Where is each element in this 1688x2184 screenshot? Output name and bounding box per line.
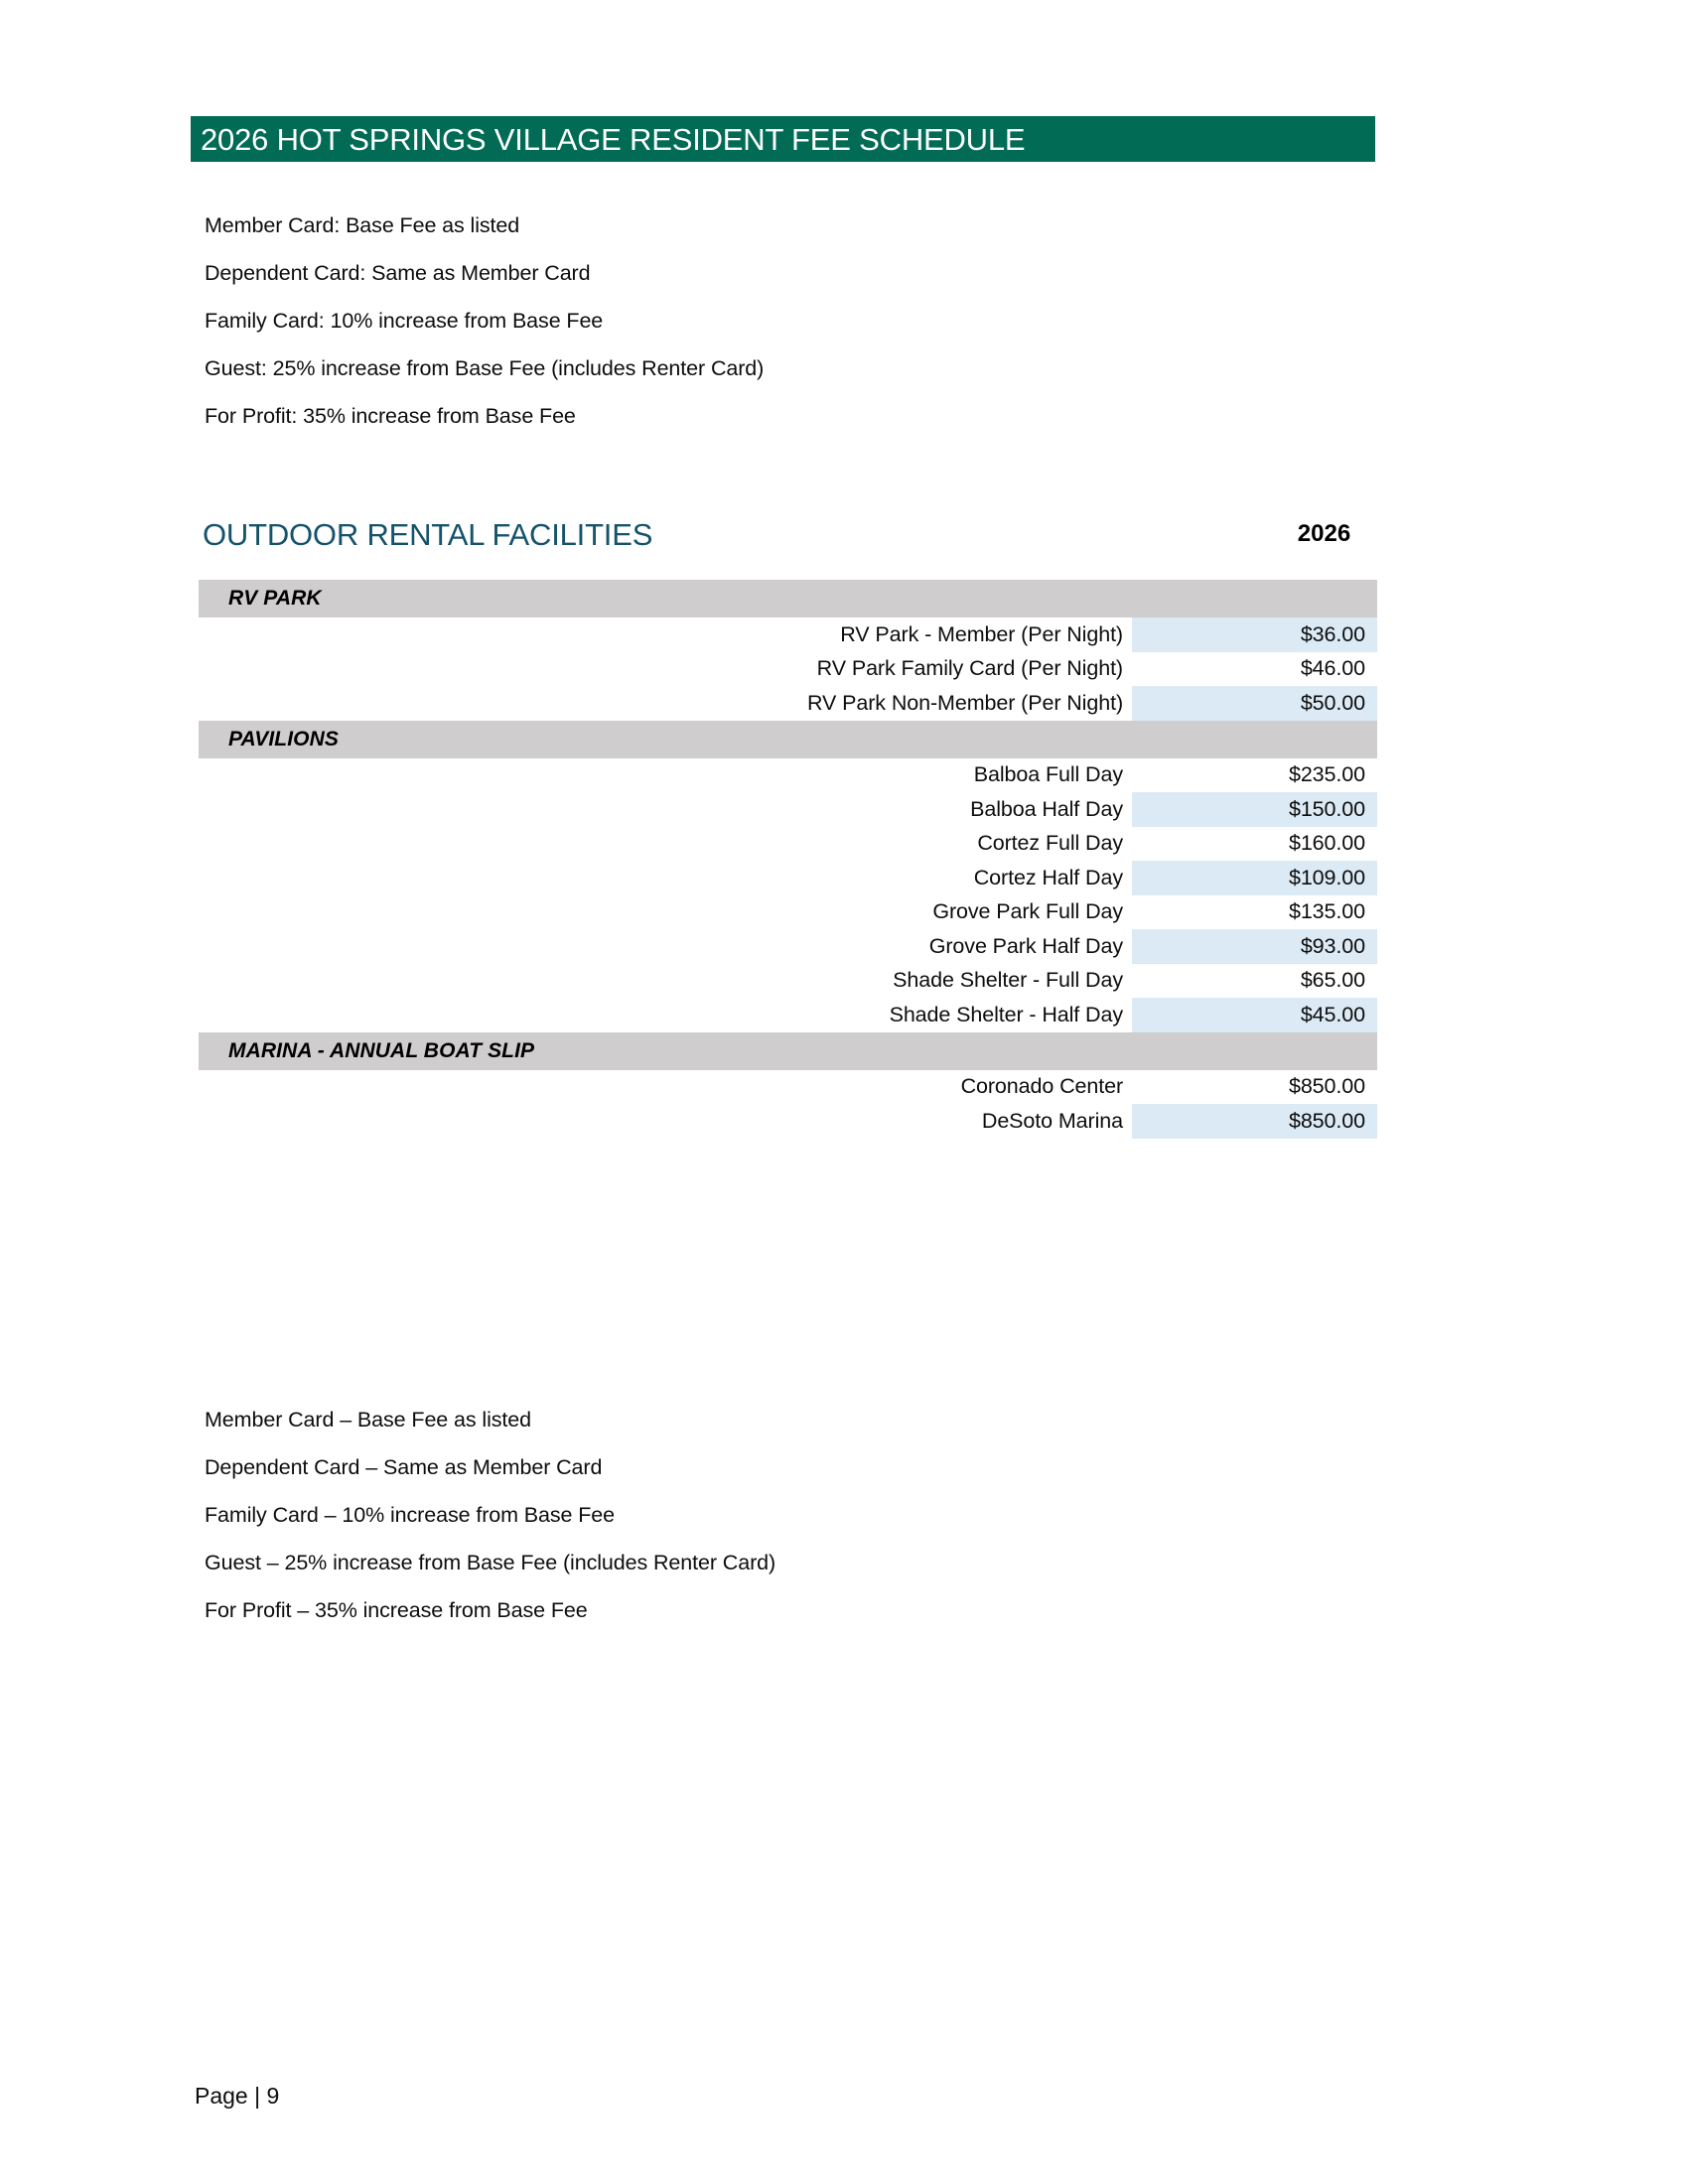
fee-item-price: $65.00 — [1300, 968, 1365, 993]
table-row — [199, 964, 1377, 999]
table-row — [199, 827, 1377, 862]
group-blank-cell — [1132, 1032, 1377, 1070]
year-column-header: 2026 — [1297, 520, 1351, 547]
fee-item-price: $850.00 — [1132, 1104, 1377, 1139]
table-row — [199, 929, 1377, 964]
group-name-cell: MARINA - ANNUAL BOAT SLIP — [199, 1032, 1132, 1070]
intro-note-line-0: Member Card: Base Fee as listed — [205, 213, 520, 237]
table-row — [199, 1070, 1377, 1105]
fee-item-price: $36.00 — [1132, 617, 1377, 652]
fee-item-price: $45.00 — [1132, 998, 1377, 1032]
group-blank-cell — [1132, 580, 1377, 617]
table-row — [199, 861, 1377, 895]
closing-note-line-1: Dependent Card – Same as Member Card — [205, 1455, 603, 1479]
page-title: 2026 HOT SPRINGS VILLAGE RESIDENT FEE SCHEDULE — [201, 121, 1026, 157]
table-row — [199, 686, 1377, 721]
fee-item-price: $50.00 — [1132, 686, 1377, 721]
fee-item-label: Balboa Full Day — [973, 762, 1123, 787]
table-row — [199, 617, 1377, 652]
group-name-cell: PAVILIONS — [199, 721, 1132, 758]
fee-item-label: Grove Park Half Day — [928, 933, 1123, 958]
fee-item-label: RV Park Non-Member (Per Night) — [807, 690, 1123, 715]
closing-notes-list — [205, 1396, 1297, 1634]
intro-notes-list — [205, 202, 1297, 440]
intro-note-line-2: Family Card: 10% increase from Base Fee — [205, 309, 604, 333]
fee-item-price: $160.00 — [1288, 831, 1365, 856]
fee-item-price: $235.00 — [1288, 762, 1365, 787]
fee-item-price: $46.00 — [1300, 656, 1365, 681]
page-footer: Page | 9 — [195, 2083, 280, 2109]
fee-item-label: Cortez Full Day — [977, 831, 1123, 856]
table-row — [199, 652, 1377, 687]
fee-item-price: $150.00 — [1132, 792, 1377, 827]
fee-item-label: Shade Shelter - Half Day — [889, 1002, 1123, 1026]
fee-schedule-table — [199, 580, 1377, 1139]
intro-note-line-3: Guest: 25% increase from Base Fee (includes Renter Card) — [205, 356, 765, 380]
fee-item-label: Shade Shelter - Full Day — [893, 968, 1123, 993]
closing-note-line-2: Family Card – 10% increase from Base Fee — [205, 1503, 616, 1527]
fee-item-price: $93.00 — [1132, 929, 1377, 964]
group-name-cell: RV PARK — [199, 580, 1132, 617]
closing-note-line-0: Member Card – Base Fee as listed — [205, 1408, 532, 1432]
table-row — [199, 1104, 1377, 1139]
intro-note-line-1: Dependent Card: Same as Member Card — [205, 261, 591, 285]
table-group-header-row — [199, 721, 1377, 758]
table-group-header-row — [199, 580, 1377, 617]
fee-item-label: RV Park Family Card (Per Night) — [816, 656, 1123, 681]
section-title: OUTDOOR RENTAL FACILITIES — [203, 517, 653, 552]
table-row — [199, 998, 1377, 1032]
table-row — [199, 758, 1377, 793]
table-row — [199, 895, 1377, 930]
table-group-header-row — [199, 1032, 1377, 1070]
fee-item-label: Grove Park Full Day — [932, 899, 1123, 924]
fee-item-price: $135.00 — [1288, 899, 1365, 924]
document-title-banner — [191, 116, 1375, 162]
fee-item-label: Coronado Center — [960, 1074, 1123, 1099]
table-row — [199, 792, 1377, 827]
fee-item-price: $850.00 — [1288, 1074, 1365, 1099]
fee-item-label: Balboa Half Day — [970, 796, 1123, 821]
fee-item-label: DeSoto Marina — [981, 1108, 1123, 1133]
fee-item-price: $109.00 — [1132, 861, 1377, 895]
fee-table-body — [199, 580, 1377, 1139]
closing-note-line-3: Guest – 25% increase from Base Fee (includes Renter Card) — [205, 1551, 776, 1574]
closing-note-line-4: For Profit – 35% increase from Base Fee — [205, 1598, 588, 1622]
fee-item-label: RV Park - Member (Per Night) — [840, 621, 1123, 646]
group-blank-cell — [1132, 721, 1377, 758]
fee-item-label: Cortez Half Day — [973, 865, 1123, 889]
section-header — [199, 516, 1376, 564]
intro-note-line-4: For Profit: 35% increase from Base Fee — [205, 404, 576, 428]
